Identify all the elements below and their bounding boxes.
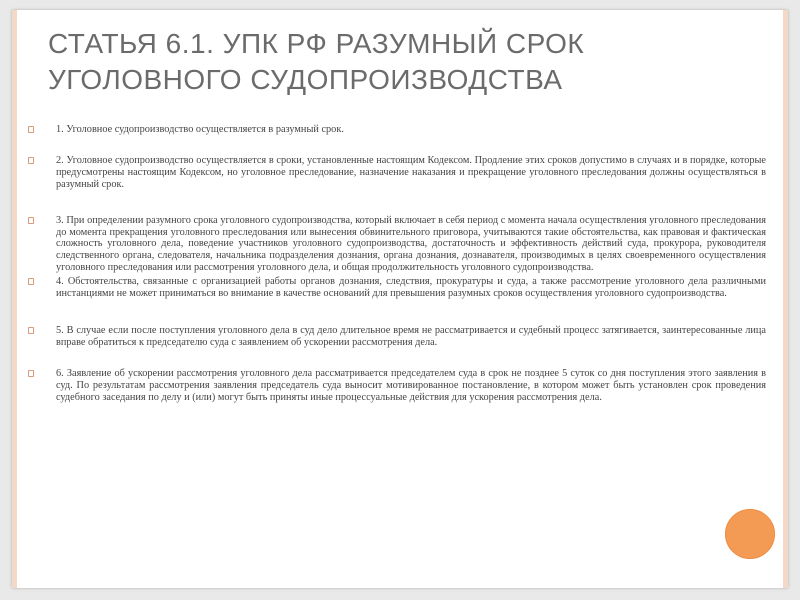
slide-title [48,26,768,98]
bullet-icon [28,157,34,164]
bullet-icon [28,370,34,377]
bullet-icon [28,278,34,285]
title-line-2: УГОЛОВНОГО СУДОПРОИЗВОДСТВА [48,64,563,95]
paragraph-text: 5. В случае если после поступления уголовного дела в суд дело длительное время не рассматривается и судебный процесс затягивается, заинтересованные лица вправе обратиться к председателю суда с заявлением об ускорении рассмотрения дела. [56,324,766,348]
bullet-icon [28,217,34,224]
paragraph-text: 1. Уголовное судопроизводство осуществляется в разумный срок. [56,124,344,135]
paragraph-4 [26,276,766,300]
paragraph-3 [26,215,766,275]
paragraph-text: 4. Обстоятельства, связанные с организацией работы органов дознания, следствия, прокуратуры и суда, а также рассмотрение уголовного дела различными инстанциями не может приниматься во внимание в качестве оснований для превышения разумных сроков осуществления уголовного судопроизводства. [56,276,766,300]
bullet-icon [28,327,34,334]
slide [12,10,788,588]
paragraph-text: 2. Уголовное судопроизводство осуществляется в сроки, установленные настоящим Кодексом. Продление этих сроков допустимо в случаях и в порядке, которые предусмотрены настоящим Кодексом, но уголовное преследование, назначение наказания и прекращение уголовного преследования должны осуществляться в разумный срок. [56,154,766,190]
paragraph-2 [26,155,766,191]
paragraph-text: 3. При определении разумного срока уголовного судопроизводства, который включает в себя период с момента начала осуществления уголовного преследования до момента прекращения уголовного преследования или вынесения обвинительного приговора, учитываются такие обстоятельства, как правовая и фактическая сложность уголовного дела, поведение участников уголовного судопроизводства, достаточность и эффективность действий суда, прокурора, руководителя следственного органа, следователя, начальника подразделения дознания, органа дознания, дознавателя, производимых в целях своевременного осуществления уголовного преследования или рассмотрения уголовного дела, и общая продолжительность уголовного судопроизводства. [56,214,766,274]
paragraph-text: 6. Заявление об ускорении рассмотрения уголовного дела рассматривается председателем суда в срок не позднее 5 суток со дня поступления этого заявления в суд. По результатам рассмотрения заявления председатель суда выносит мотивированное постановление, в котором может быть установлен срок проведения судебного заседания по делу и (или) могут быть приняты иные процессуальные действия для ускорения рассмотрения дела. [56,367,766,403]
paragraph-6 [26,368,766,404]
bullet-icon [28,126,34,133]
article-text [26,124,766,404]
decorative-circle-icon [725,509,775,559]
title-line-1: СТАТЬЯ 6.1. УПК РФ РАЗУМНЫЙ СРОК [48,28,585,59]
paragraph-5 [26,325,766,349]
paragraph-1 [26,124,766,136]
